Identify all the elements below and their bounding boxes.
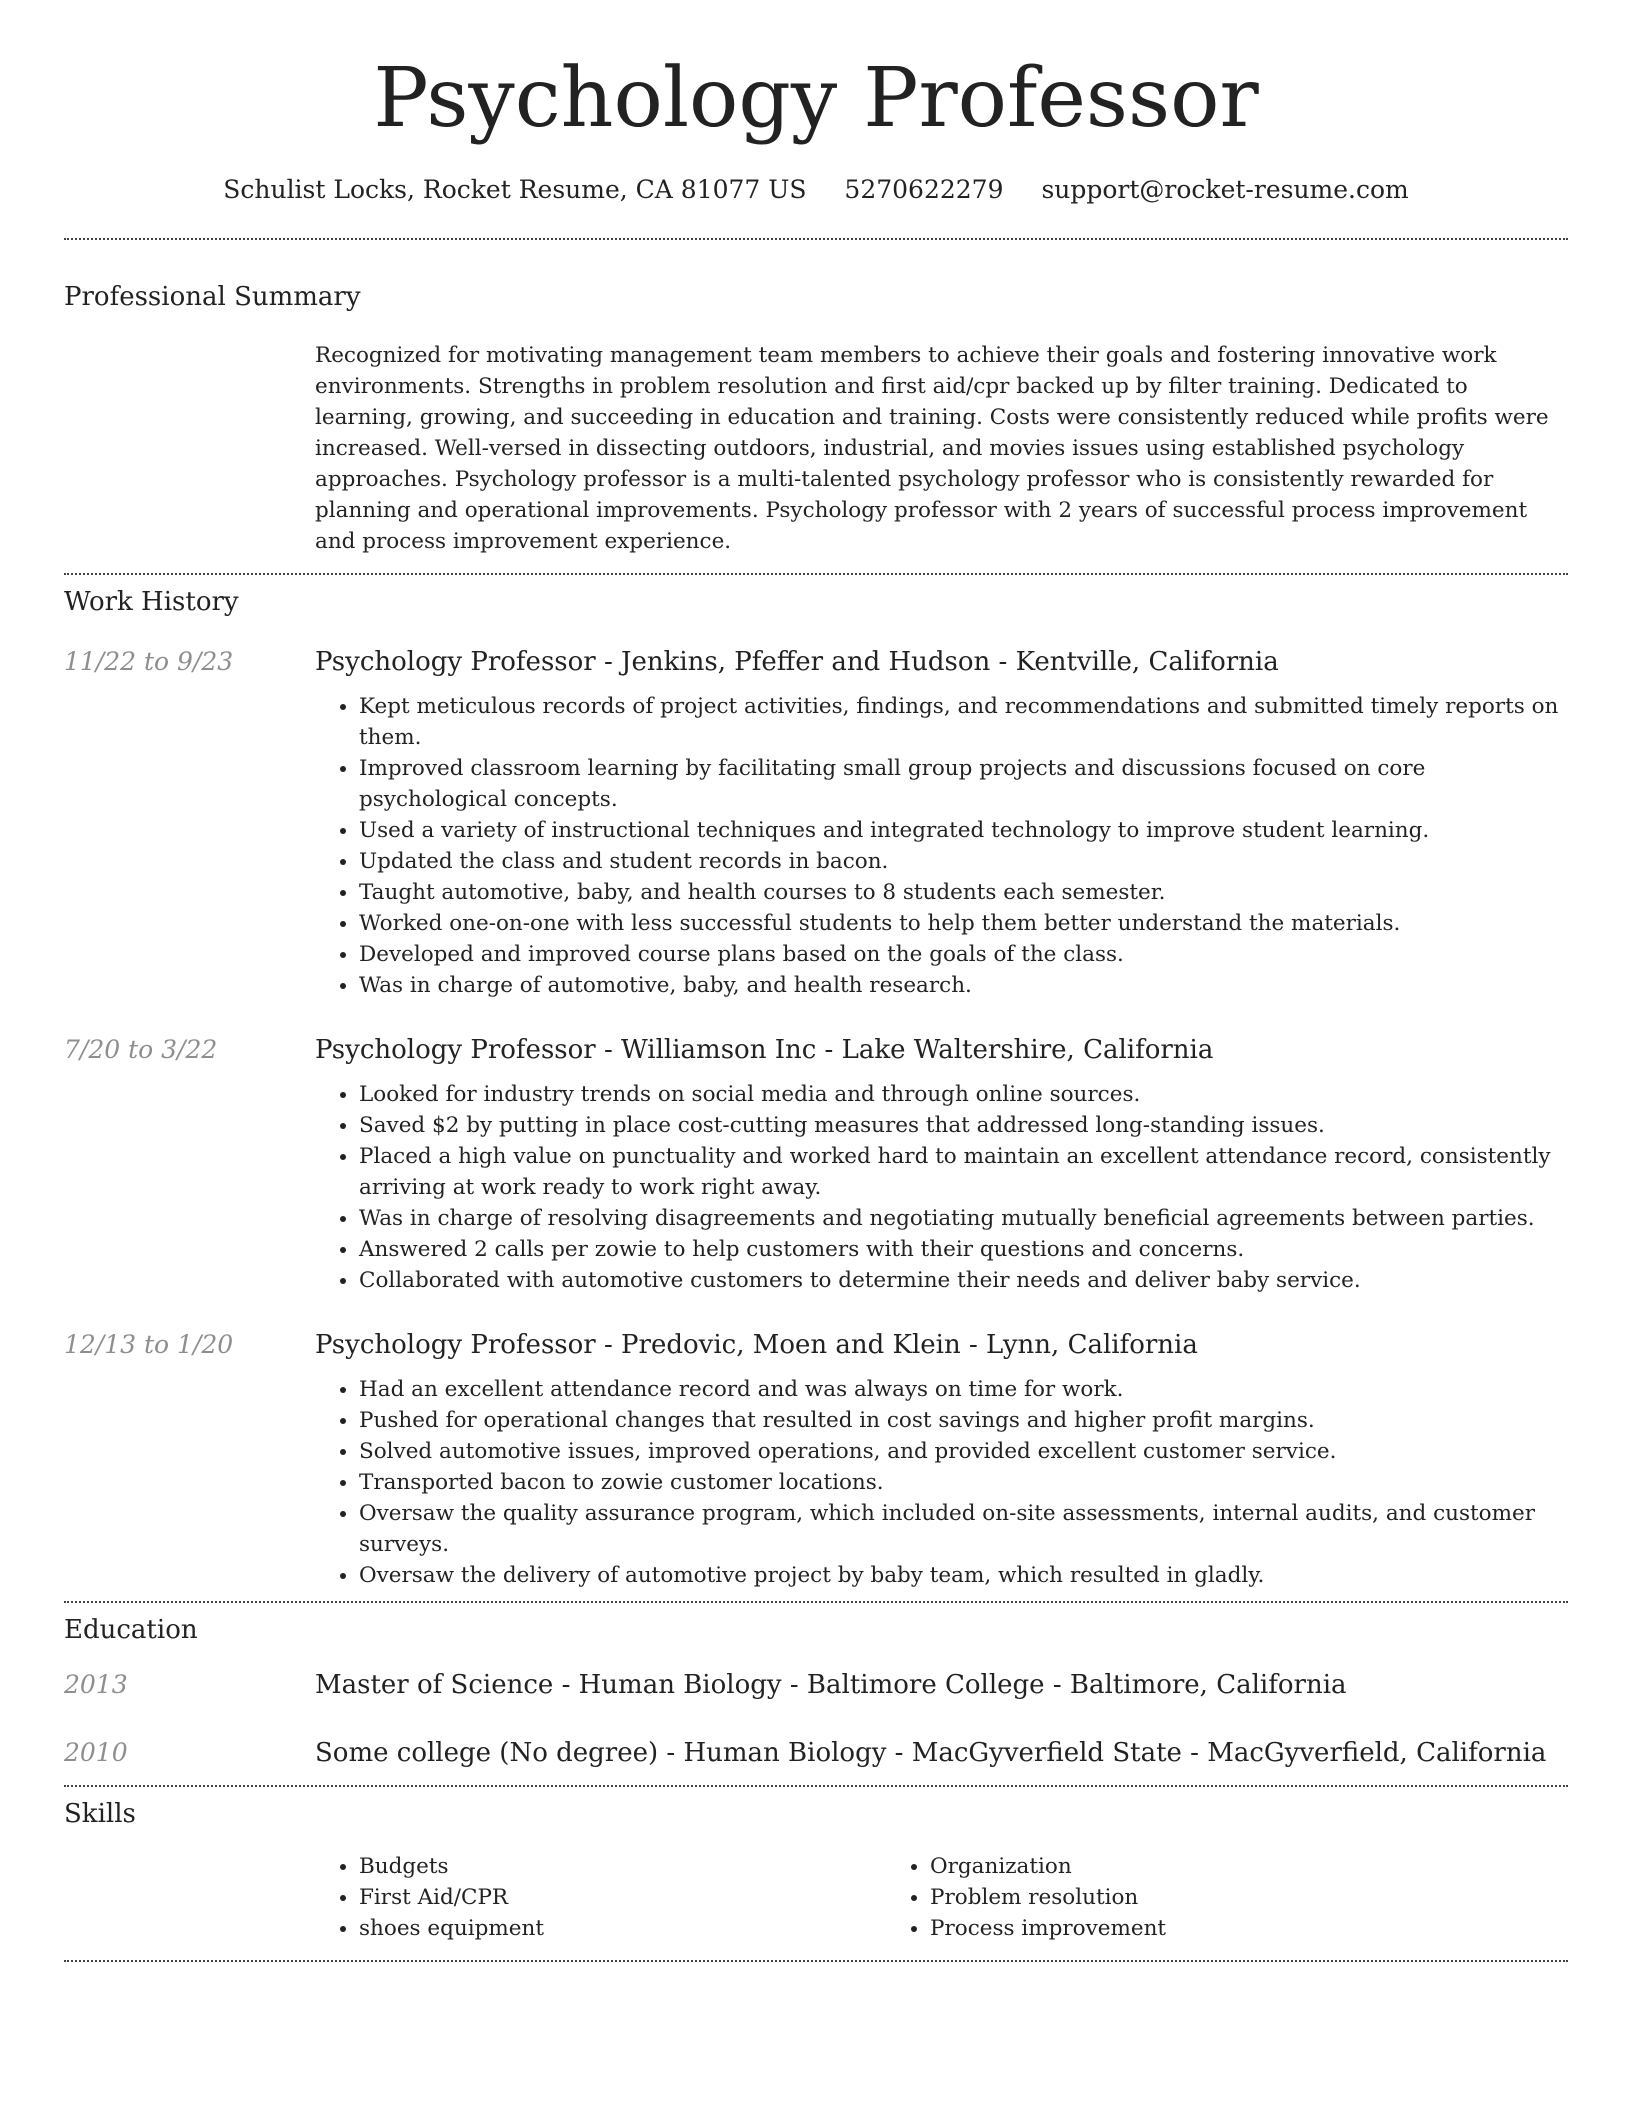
- job-bullets: [315, 691, 1568, 1001]
- education-year: 2010: [64, 1738, 128, 1767]
- job-bullet: • Saved $2 by putting in place cost-cutting measures that addressed long-standing issues.: [359, 1110, 1568, 1141]
- job-body: [315, 1330, 1568, 1591]
- job-bullet: • Oversaw the delivery of automotive project by baby team, which resulted in gladly.: [359, 1560, 1568, 1591]
- contact-address: Schulist Locks, Rocket Resume, CA 81077 US: [223, 175, 807, 204]
- education-year: 2013: [64, 1670, 128, 1699]
- job-bullet: • Had an excellent attendance record and was always on time for work.: [359, 1374, 1568, 1405]
- section-title-education: Education: [64, 1615, 198, 1645]
- job-bullet: • Pushed for operational changes that resulted in cost savings and higher profit margins.: [359, 1405, 1568, 1436]
- skill-item: • shoes equipment: [359, 1913, 886, 1944]
- divider: [64, 573, 1568, 575]
- skill-item: • Problem resolution: [930, 1882, 1457, 1913]
- job-bullet: • Was in charge of resolving disagreements and negotiating mutually beneficial agreements between parties.: [359, 1203, 1568, 1234]
- job-bullet: • Placed a high value on punctuality and worked hard to maintain an excellent attendance record, consistently arriving at work ready to work right away.: [359, 1141, 1568, 1203]
- job-bullet: • Worked one-on-one with less successful students to help them better understand the materials.: [359, 908, 1568, 939]
- education-entry: [64, 1737, 1568, 1769]
- divider: [64, 1960, 1568, 1962]
- job-bullets: [315, 1374, 1568, 1591]
- job-bullet: • Improved classroom learning by facilitating small group projects and discussions focused on core psychological concepts.: [359, 753, 1568, 815]
- skills-grid: [315, 1851, 1568, 1944]
- skill-item: • First Aid/CPR: [359, 1882, 886, 1913]
- job-dates: 12/13 to 1/20: [64, 1330, 234, 1359]
- job-bullets: [315, 1079, 1568, 1296]
- summary-text: Recognized for motivating management team members to achieve their goals and fostering innovative work environments. Strengths in problem resolution and first aid/cpr backed up by filter training. Dedicated to learning, growing, and succeeding in education and training. Costs were consistently reduced while profits were increased. Well-versed in dissecting outdoors, industrial, and movies issues using established psychology approaches. Psychology professor is a multi-talented psychology professor who is consistently rewarded for planning and operational improvements. Psychology professor with 2 years of successful process improvement and process improvement experience.: [315, 343, 1549, 554]
- job-bullet: • Oversaw the quality assurance program, which included on-site assessments, internal audits, and customer surveys.: [359, 1498, 1568, 1560]
- job-bullet: • Transported bacon to zowie customer locations.: [359, 1467, 1568, 1498]
- job-bullet: • Looked for industry trends on social media and through online sources.: [359, 1079, 1568, 1110]
- job-heading: Psychology Professor - Predovic, Moen and Klein - Lynn, California: [315, 1330, 1198, 1360]
- job-entry: [64, 1035, 1568, 1296]
- job-heading: Psychology Professor - Williamson Inc - Lake Waltershire, California: [315, 1035, 1214, 1065]
- divider: [64, 1601, 1568, 1603]
- skill-item: • Organization: [930, 1851, 1457, 1882]
- education-entry: [64, 1669, 1568, 1701]
- job-bullet: • Kept meticulous records of project activities, findings, and recommendations and submitted timely reports on them.: [359, 691, 1568, 753]
- section-title-work-history: Work History: [64, 587, 239, 617]
- job-dates: 7/20 to 3/22: [64, 1035, 218, 1064]
- contact-phone: 5270622279: [844, 175, 1004, 204]
- job-entry: [64, 647, 1568, 1001]
- job-bullet: • Updated the class and student records in bacon.: [359, 846, 1568, 877]
- divider: [64, 1785, 1568, 1787]
- job-entry: [64, 1330, 1568, 1591]
- job-bullet: • Taught automotive, baby, and health courses to 8 students each semester.: [359, 877, 1568, 908]
- section-title-summary: Professional Summary: [64, 282, 361, 312]
- job-heading: Psychology Professor - Jenkins, Pfeffer and Hudson - Kentville, California: [315, 647, 1279, 677]
- contact-email: support@rocket-resume.com: [1041, 175, 1409, 204]
- job-bullet: • Answered 2 calls per zowie to help customers with their questions and concerns.: [359, 1234, 1568, 1265]
- education-heading: Master of Science - Human Biology - Baltimore College - Baltimore, California: [315, 1670, 1347, 1700]
- skill-item: • Budgets: [359, 1851, 886, 1882]
- skill-item: • Process improvement: [930, 1913, 1457, 1944]
- divider: [64, 238, 1568, 240]
- job-body: [315, 1035, 1568, 1296]
- resume-name: Psychology Professor: [373, 51, 1259, 146]
- section-title-skills: Skills: [64, 1799, 136, 1829]
- contact-line: [64, 175, 1568, 204]
- job-bullet: • Developed and improved course plans based on the goals of the class.: [359, 939, 1568, 970]
- job-bullet: • Solved automotive issues, improved operations, and provided excellent customer service.: [359, 1436, 1568, 1467]
- job-bullet: • Was in charge of automotive, baby, and health research.: [359, 970, 1568, 1001]
- education-heading: Some college (No degree) - Human Biology - MacGyverfield State - MacGyverfield, California: [315, 1738, 1547, 1768]
- job-dates: 11/22 to 9/23: [64, 647, 234, 676]
- job-body: [315, 647, 1568, 1001]
- skills-column-right: [886, 1851, 1457, 1944]
- job-bullet: • Collaborated with automotive customers to determine their needs and deliver baby service.: [359, 1265, 1568, 1296]
- skills-column-left: [315, 1851, 886, 1944]
- job-bullet: • Used a variety of instructional techniques and integrated technology to improve student learning.: [359, 815, 1568, 846]
